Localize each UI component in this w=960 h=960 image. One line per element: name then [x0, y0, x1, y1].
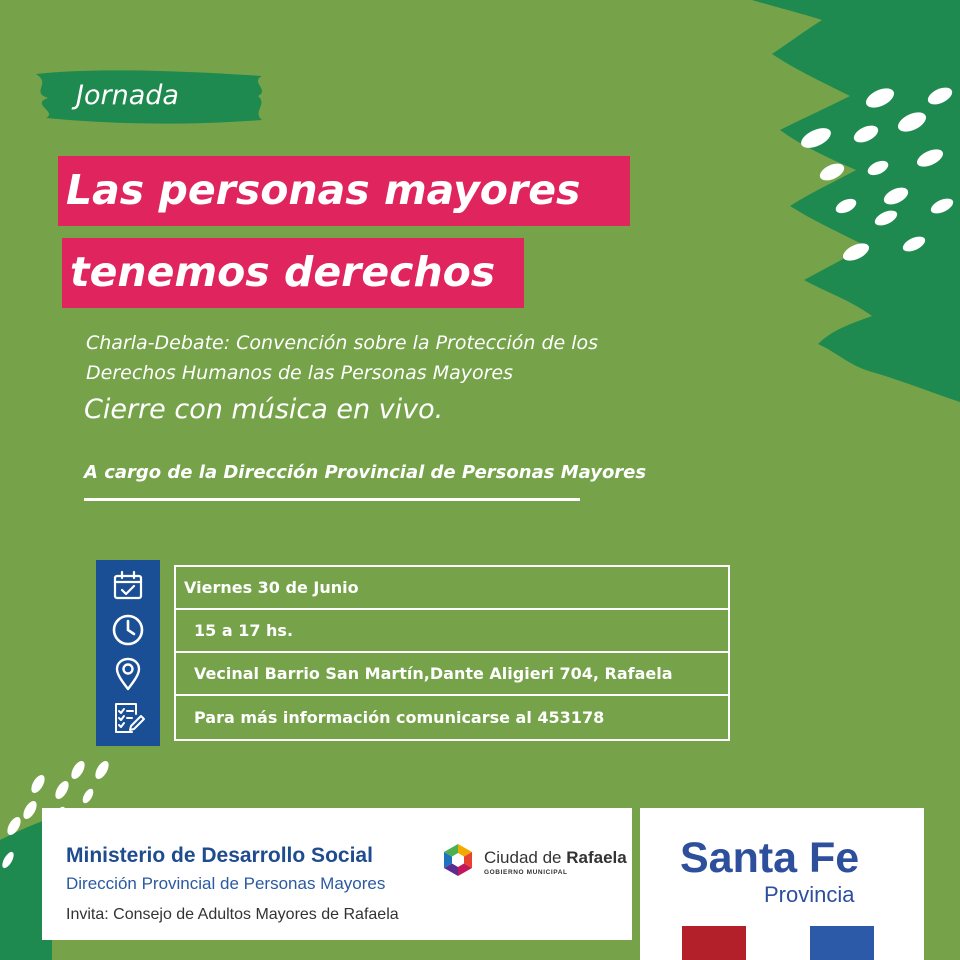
city-logo-text [484, 848, 627, 868]
event-type-label: Jornada [76, 80, 179, 111]
ministry-name: Ministerio de Desarrollo Social [66, 844, 373, 867]
clock-icon [110, 612, 146, 648]
province-logo-card [640, 808, 924, 960]
title-line-1: Las personas mayores [58, 156, 630, 226]
event-date: Viernes 30 de Junio [176, 567, 728, 610]
title-line-2: tenemos derechos [62, 238, 524, 308]
brush-stroke-top-right [752, 0, 960, 402]
event-details-table [174, 565, 730, 741]
organizer-card [42, 808, 632, 940]
event-time: 15 a 17 hs. [176, 610, 728, 653]
details-icon-bar [96, 560, 160, 746]
closing-note: Cierre con música en vivo. [84, 394, 444, 425]
city-name: Rafaela [566, 848, 627, 867]
province-subtitle: Provincia [764, 882, 855, 907]
province-title: Santa Fe [680, 834, 860, 882]
talk-description-line-2: Derechos Humanos de las Personas Mayores [86, 362, 514, 384]
organizer-note: A cargo de la Dirección Provincial de Personas Mayores [84, 462, 647, 483]
flag-stripe-red [682, 926, 746, 960]
event-contact: Para más información comunicarse al 453178 [194, 708, 605, 727]
event-location: Vecinal Barrio San Martín,Dante Aligieri 704, Rafaela [176, 653, 728, 696]
invitation-text: Invita: Consejo de Adultos Mayores de Rafaela [66, 906, 399, 923]
direction-name: Dirección Provincial de Personas Mayores [66, 874, 386, 893]
location-pin-icon [110, 656, 146, 692]
ciudad-de-rafaela-logo-icon [440, 842, 476, 878]
form-edit-icon [110, 700, 146, 736]
flag-stripe-blue [810, 926, 874, 960]
talk-description [86, 328, 706, 388]
calendar-icon [110, 568, 146, 604]
talk-description-line-1: Charla-Debate: Convención sobre la Protección de los [86, 332, 599, 354]
city-prefix: Ciudad de [484, 848, 562, 867]
divider-line [84, 498, 580, 501]
city-gov-label: GOBIERNO MUNICIPAL [484, 869, 568, 876]
